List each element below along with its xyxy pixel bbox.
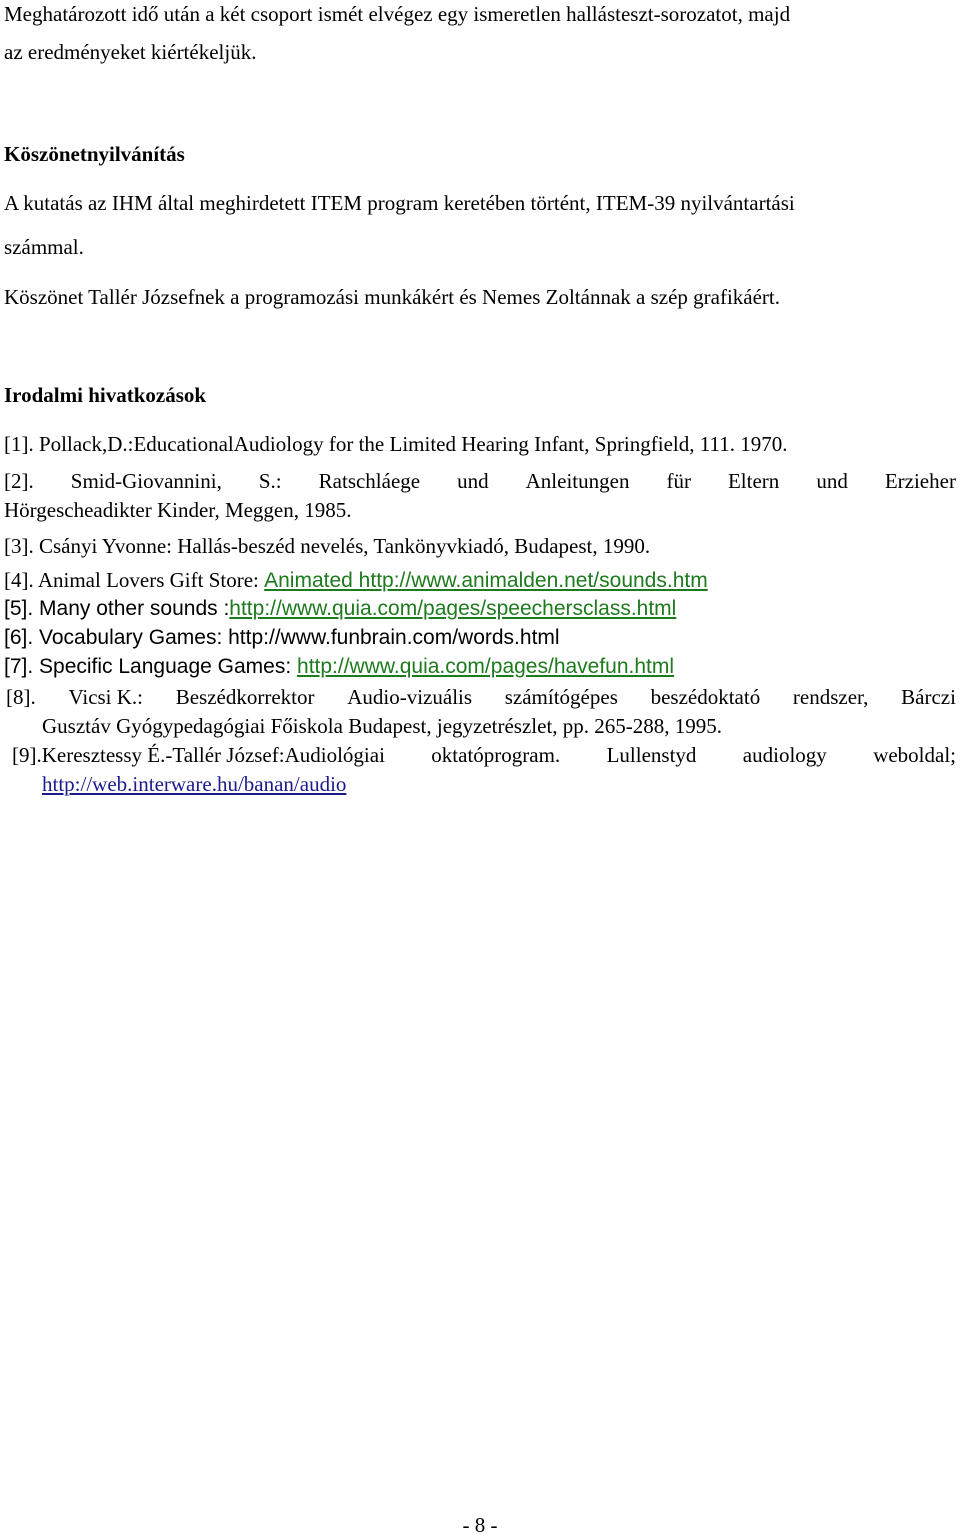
reference-2-word: [2]. [4,469,34,493]
intro-line-2: az eredményeket kiértékeljük. [4,40,257,64]
reference-2-word: und [457,469,489,493]
reference-8-word: [8]. [6,685,36,709]
intro-line-1: Meghatározott idő után a két csoport ismét elvégez egy ismeretlen hallásteszt-sorozatot, majd [4,2,791,26]
page-number: - 8 - [462,1513,498,1537]
reference-2-line-1 [4,467,956,495]
reference-7-text: [7]. Specific Language Games: [4,655,298,678]
reference-2-word: Eltern [727,469,780,493]
reference-2-word: S.: [258,469,282,493]
references-heading: Irodalmi hivatkozások [4,383,207,407]
reference-8-word: beszédoktató [650,685,761,709]
reference-8-line-1 [6,683,956,711]
reference-2-word: Erzieher [884,469,956,493]
reference-8-word: Bárczi [901,685,956,709]
reference-9-line-1 [12,741,956,769]
acknowledgement-heading: Köszönetnyilvánítás [4,142,185,166]
reference-2-word: und [816,469,848,493]
reference-8-word: Audio-vizuális [347,685,473,709]
reference-8-word: Beszédkorrektor [175,685,315,709]
reference-9-word: oktatóprogram. [431,743,561,767]
reference-4 [4,566,956,595]
reference-2-line-2: Hörgescheadikter Kinder, Meggen, 1985. [4,498,352,522]
acknowledgement-paragraph-2: Köszönet Tallér Józsefnek a programozási munkákért és Nemes Zoltánnak a szép grafikáért. [4,285,781,309]
reference-8-word: rendszer, [792,685,869,709]
reference-9-link[interactable]: http://web.interware.hu/banan/audio [42,772,347,796]
reference-4-text: [4]. Animal Lovers Gift Store: [4,568,265,592]
reference-2-word: Anleitungen [525,469,630,493]
reference-7-link[interactable]: http://www.quia.com/pages/havefun.html [297,655,675,678]
reference-9-word: weboldal; [873,743,956,767]
reference-6: [6]. Vocabulary Games: http://www.funbrain.com/words.html [4,626,560,649]
reference-9-line-2 [42,770,956,798]
reference-8-word: Vicsi K.: [68,685,144,709]
acknowledgement-paragraph-1-line-2: számmal. [4,235,84,259]
reference-8-line-2: Gusztáv Gyógypedagógiai Főiskola Budapest, jegyzetrészlet, pp. 265-288, 1995. [42,714,723,738]
reference-9-word: [9].Keresztessy É.-Tallér József:Audiológiai [12,743,385,767]
reference-3: [3]. Csányi Yvonne: Hallás-beszéd nevelés, Tankönyvkiadó, Budapest, 1990. [4,534,651,558]
reference-5 [4,595,956,623]
reference-2-word: Ratschláege [318,469,421,493]
reference-5-text: [5]. Many other sounds : [4,597,230,620]
reference-9-word: audiology [742,743,827,767]
reference-1: [1]. Pollack,D.:EducationalAudiology for the Limited Hearing Infant, Springfield, 111. 1970. [4,432,788,456]
reference-2-word: Smid-Giovannini, [70,469,222,493]
reference-2-word: für [666,469,691,493]
reference-8-word: számítógépes [504,685,618,709]
reference-5-link[interactable]: http://www.quia.com/pages/speechersclass.html [229,597,677,620]
reference-7 [4,653,956,681]
acknowledgement-paragraph-1-line-1: A kutatás az IHM által meghirdetett ITEM program keretében történt, ITEM-39 nyilvántartási [4,191,795,215]
reference-4-link[interactable]: Animated http://www.animalden.net/sounds.htm [264,569,708,592]
reference-9-word: Lullenstyd [606,743,697,767]
